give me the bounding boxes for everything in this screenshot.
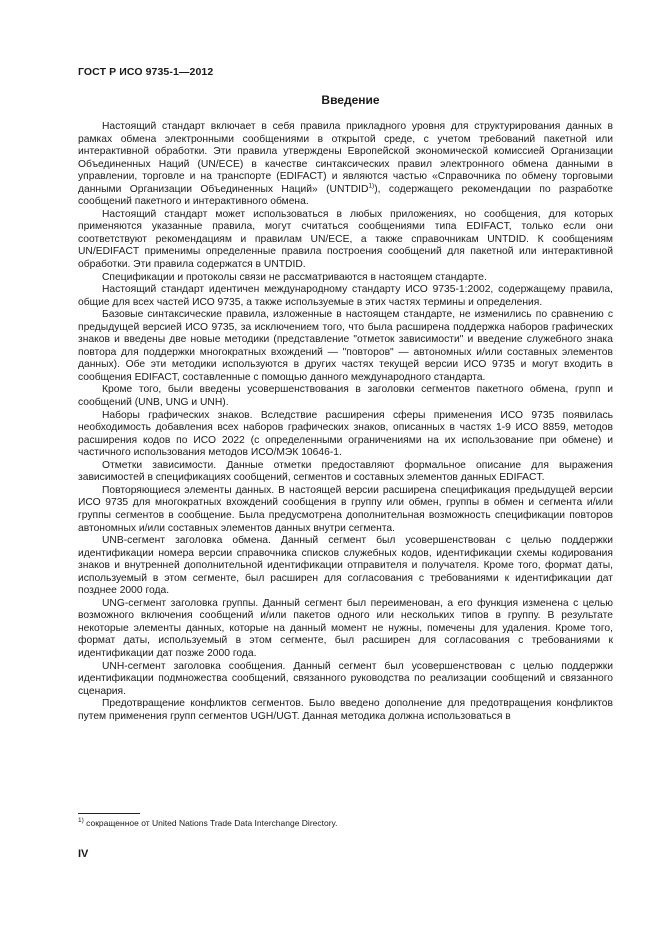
footnote-divider — [78, 813, 140, 814]
footnote-text: сокращенное от United Nations Trade Data Interchange Directory. — [83, 818, 338, 828]
footnote-mark: 1) — [78, 817, 84, 825]
paragraph: Отметки зависимости. Данные отметки предоставляют формальное описание для выражения зависимостей в спецификациях сообщений, сегментов и составных элементов данных EDIFACT. — [78, 459, 613, 484]
section-title: Введение — [321, 93, 380, 107]
paragraph: Настоящий стандарт может использоваться в любых приложениях, но сообщения, для которых применяются указанные правила, могут считаться сообщениями типа EDIFACT, только если они соответствуют рекомендациям и правилам UN/ECE, а также справочникам UNTDID. К сообщениям UN/EDIFACT применимы определенные правила построения сообщений для пакетной или интерактивной обработки. Эти правила содержатся в UNTDID. — [78, 208, 613, 271]
paragraph: UNH-сегмент заголовка сообщения. Данный сегмент был усовершенствован с целью поддержки идентификации подмножества сообщений, связанного руководства по реализации сообщений и связанного сценария. — [78, 660, 613, 697]
paragraph: Кроме того, были введены усовершенствования в заголовки сегментов пакетного обмена, групп и сообщений (UNB, UNG и UNH). — [78, 384, 613, 409]
paragraph: Настоящий стандарт идентичен международному стандарту ИСО 9735-1:2002, содержащему правила, общие для всех частей ИСО 9735, а также используемые в этих частях термины и определения. — [78, 284, 613, 308]
paragraph: UNB-сегмент заголовка обмена. Данный сегмент был усовершенствован с целью поддержки идентификации номера версии справочника списков служебных кодов, идентификации схемы кодирования знаков и внутренней дополнительной идентификации отправителя и получателя. Кроме того, формат даты, используемый в этом сегменте, был расширен для согласования с требованиями к идентификации дат позднее 2000 года. — [78, 535, 613, 597]
paragraph: Базовые синтаксические правила, изложенные в настоящем стандарте, не изменились по сравнению с предыдущей версией ИСО 9735, за исключением того, что была расширена поддержка наборов графических знаков и введены две новые методики (представление "отметок зависимости" и введение служебного знака повтора для поддержки многократных вхождений — "повторов" — автономных и/или составных элементов данных). Обе эти методики используются в других частях текущей версии ИСО 9735 и могут входить в сообщения EDIFACT, составленные с помощью данного международного стандарта. — [78, 309, 613, 383]
document-header: ГОСТ Р ИСО 9735-1—2012 — [78, 66, 214, 78]
paragraph: Повторяющиеся элементы данных. В настоящей версии расширена спецификация предыдущей версии ИСО 9735 для многократных вхождений сообщения в группу или обмен, группы в обмен и сегмента и/или группы сегментов в сообщение. Была предусмотрена дополнительная возможность спецификации повторов автономных и/или составных элементов данных внутри сегмента. — [78, 484, 613, 534]
footnote — [78, 818, 338, 828]
body-text — [78, 121, 613, 723]
paragraph: Настоящий стандарт включает в себя правила прикладного уровня для структурирования данных в рамках обмена электронными сообщениями в открытой среде, с учетом требований пакетной или интерактивной обработки. Эти правила утверждены Европейской экономической комиссией Организации Объединенных Наций (UN/ECE) в качестве синтаксических правил электронного обмена данными в управлении, торговле и на транспорте (EDIFACT) и являются частью «Справочника по обмену торговыми данными Организации Объединенных Наций» (UNTDID$^{1)}$), содержащего рекомендации по разработке сообщений пакетного и интерактивного обмена. — [78, 121, 613, 208]
page-number: IV — [78, 848, 89, 860]
footnote-reference: 1) — [368, 182, 375, 190]
paragraph: Предотвращение конфликтов сегментов. Было введено дополнение для предотвращения конфликтов путем применения групп сегментов UGH/UGT. Данная методика должна использоваться в — [78, 698, 613, 722]
paragraph: Наборы графических знаков. Вследствие расширения сферы применения ИСО 9735 появилась необходимость добавления всех наборов графических знаков, описанных в частях 1-9 ИСО 8859, методов расширения кодов по ИСО 2022 (с определенными ограничениями на их использование при обмене) и частичного использования методов ИСО/МЭК 10646-1. — [78, 409, 613, 459]
paragraph: UNG-сегмент заголовка группы. Данный сегмент был переименован, а его функция изменена с целью возможного включения сообщений и/или пакетов одного или нескольких типов в группу. В результате некоторые элементы данных, которые на данный момент не нужны, помечены для удаления. Кроме того, формат даты, используемый в этом сегменте, был расширен для согласования с требованиями к идентификации дат позже 2000 года. — [78, 597, 613, 659]
paragraph: Спецификации и протоколы связи не рассматриваются в настоящем стандарте. — [102, 271, 487, 283]
